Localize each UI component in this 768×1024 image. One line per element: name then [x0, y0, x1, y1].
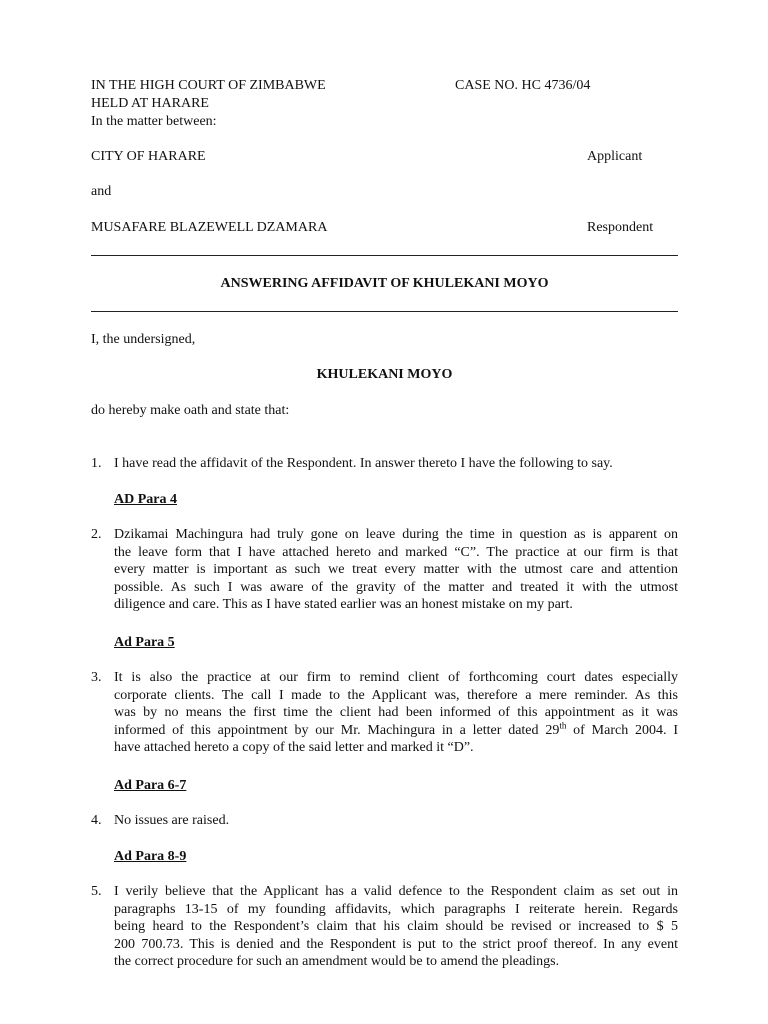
deponent-name: KHULEKANI MOYO — [316, 367, 453, 382]
paragraph-line: possible. As such I was aware of the gravity of the matter and treated it with the utmost — [114, 579, 678, 595]
respondent-name: MUSAFARE BLAZEWELL DZAMARA — [91, 220, 328, 235]
paragraph-1 — [114, 455, 678, 473]
bottom-rule — [91, 311, 678, 312]
paragraph-line: the leave form that I have attached hereto and marked “C”. The practice at our firm is that — [114, 544, 678, 560]
paragraph-number: 3. — [91, 670, 102, 685]
paragraph-2 — [114, 526, 678, 614]
paragraph-line-text: informed of this appointment by our Mr. Machingura in a letter dated 29 — [114, 722, 560, 738]
case-number: CASE NO. HC 4736/04 — [455, 78, 591, 93]
applicant-role: Applicant — [587, 149, 643, 164]
heading-ad-para-8-9: Ad Para 8-9 — [114, 849, 187, 864]
paragraph-line-with-superscript — [114, 719, 678, 740]
paragraph-number: 4. — [91, 813, 102, 828]
paragraph-3 — [114, 669, 678, 757]
applicant-name: CITY OF HARARE — [91, 149, 206, 164]
paragraph-line: It is also the practice at our firm to remind client of forthcoming court dates especially — [114, 670, 678, 685]
held-at: HELD AT HARARE — [91, 96, 209, 111]
court-name: IN THE HIGH COURT OF ZIMBABWE — [91, 78, 326, 93]
paragraph-line: 200 700.73. This is denied and the Respondent is put to the strict proof thereof. In any event — [114, 936, 678, 952]
paragraph-line: Dzikamai Machingura had truly gone on leave during the time in question as is apparent on — [114, 527, 678, 542]
matter-between: In the matter between: — [91, 114, 217, 129]
paragraph-line: have attached hereto a copy of the said letter and marked it “D”. — [114, 740, 474, 755]
paragraph-line: I verily believe that the Applicant has a valid defence to the Respondent claim as set out in — [114, 884, 678, 899]
paragraph-line: diligence and care. This as I have stated earlier was an honest mistake on my part. — [114, 597, 573, 612]
paragraph-number: 5. — [91, 884, 102, 899]
paragraph-line-tail: of March 2004. I — [566, 722, 678, 738]
heading-ad-para-5: Ad Para 5 — [114, 635, 175, 650]
undersigned-text: I, the undersigned, — [91, 332, 196, 347]
superscript: th — [559, 719, 567, 730]
respondent-role: Respondent — [587, 220, 654, 235]
oath-text: do hereby make oath and state that: — [91, 403, 290, 418]
top-rule — [91, 255, 678, 256]
paragraph-number: 1. — [91, 456, 102, 471]
paragraph-line: I have read the affidavit of the Respondent. In answer thereto I have the following to say. — [114, 456, 613, 471]
paragraph-4 — [114, 812, 678, 830]
paragraph-5 — [114, 883, 678, 971]
and-text: and — [91, 184, 112, 199]
heading-ad-para-6-7: Ad Para 6-7 — [114, 778, 187, 793]
paragraph-line: every matter is important as such we treat every matter with the utmost care and attention — [114, 562, 678, 577]
paragraph-line: paragraphs 13-15 of my founding affidavits, which paragraphs I reiterate herein. Regards — [114, 901, 678, 917]
heading-ad-para-4: AD Para 4 — [114, 492, 177, 507]
paragraph-line: corporate clients. The call I made to the Applicant was, therefore a mere reminder. As this — [114, 687, 678, 703]
paragraph-line: the correct procedure for such an amendment would be to amend the pleadings. — [114, 954, 560, 969]
affidavit-title: ANSWERING AFFIDAVIT OF KHULEKANI MOYO — [220, 276, 549, 291]
paragraph-line: being heard to the Respondent’s claim that his claim should be revised or increased to $ 5 — [114, 919, 678, 934]
paragraph-line: No issues are raised. — [114, 813, 230, 828]
paragraph-line: was by no means the first time the client had been informed of this appointment as it was — [114, 705, 678, 720]
paragraph-number: 2. — [91, 527, 102, 542]
